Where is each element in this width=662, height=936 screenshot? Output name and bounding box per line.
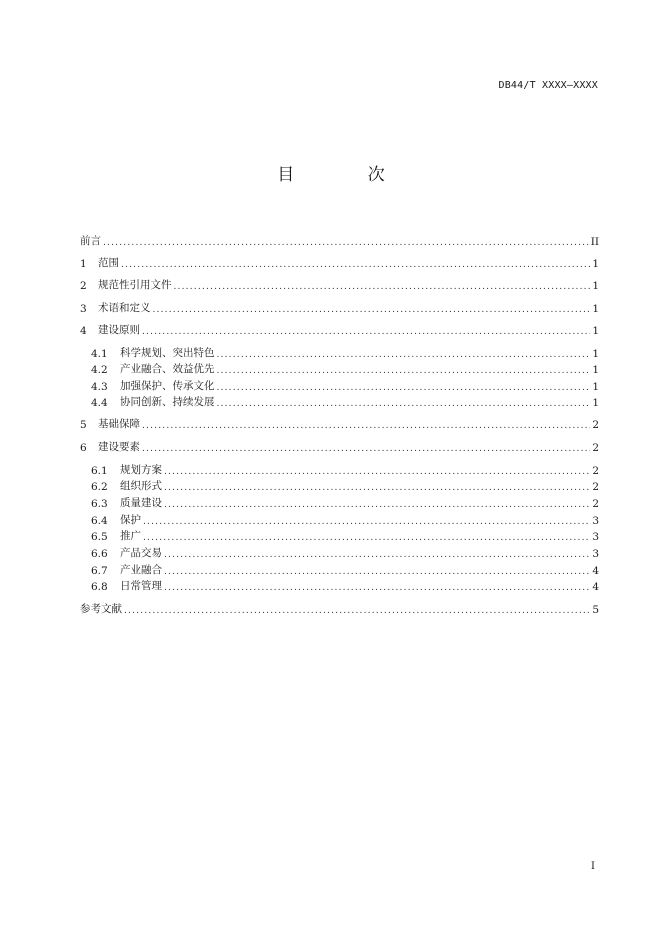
toc-label: 产业融合、效益优先 bbox=[120, 363, 215, 375]
toc-entry-references[interactable] bbox=[80, 600, 599, 616]
toc-leader-dots bbox=[217, 383, 591, 393]
toc-page: 1 bbox=[592, 397, 599, 409]
toc-page: 4 bbox=[592, 581, 599, 593]
toc-entry-foreword[interactable] bbox=[80, 232, 599, 248]
toc-page: 3 bbox=[592, 515, 599, 527]
toc-entry-6-3[interactable] bbox=[91, 494, 599, 510]
toc-leader-dots bbox=[164, 500, 590, 510]
toc-label: 建设原则 bbox=[98, 324, 140, 336]
toc-page: 1 bbox=[592, 348, 599, 360]
toc-entry-4-1[interactable] bbox=[91, 344, 599, 360]
toc-label: 产业融合 bbox=[120, 564, 162, 576]
toc-page: 1 bbox=[592, 381, 599, 393]
toc-label: 范围 bbox=[98, 257, 119, 269]
toc-label: 日常管理 bbox=[120, 580, 162, 592]
toc-number: 5 bbox=[80, 419, 87, 431]
toc-label: 建设要素 bbox=[98, 441, 140, 453]
toc-number: 6 bbox=[80, 442, 87, 454]
toc-entry-6-2[interactable] bbox=[91, 477, 599, 493]
toc-page: 1 bbox=[592, 280, 599, 292]
toc-leader-dots bbox=[217, 366, 591, 376]
toc-leader-dots bbox=[143, 517, 590, 527]
toc-label: 前言 bbox=[80, 235, 101, 247]
toc-label: 规范性引用文件 bbox=[98, 279, 172, 291]
toc-label: 规划方案 bbox=[120, 464, 162, 476]
toc-number: 6.1 bbox=[91, 465, 108, 477]
toc-leader-dots bbox=[124, 606, 590, 616]
toc-label: 推广 bbox=[120, 530, 141, 542]
toc-label: 组织形式 bbox=[120, 480, 162, 492]
toc-number: 2 bbox=[80, 280, 87, 292]
toc-entry-4[interactable] bbox=[80, 321, 599, 337]
toc-label: 协同创新、持续发展 bbox=[120, 396, 215, 408]
toc-number: 4.2 bbox=[91, 364, 108, 376]
toc-entry-6-7[interactable] bbox=[91, 561, 599, 577]
toc-number: 6.8 bbox=[91, 581, 108, 593]
toc-leader-dots bbox=[217, 399, 591, 409]
toc-leader-dots bbox=[153, 305, 591, 315]
toc-page: 1 bbox=[592, 325, 599, 337]
toc-page: 2 bbox=[592, 481, 599, 493]
toc-leader-dots bbox=[174, 282, 591, 292]
toc-leader-dots bbox=[164, 567, 590, 577]
toc-label: 参考文献 bbox=[80, 603, 122, 615]
toc-label: 基础保障 bbox=[98, 418, 140, 430]
toc-entry-3[interactable] bbox=[80, 299, 599, 315]
page-number: I bbox=[591, 861, 595, 872]
toc-page: 3 bbox=[592, 531, 599, 543]
toc-entry-6-4[interactable] bbox=[91, 511, 599, 527]
toc-number: 4.4 bbox=[91, 397, 108, 409]
toc-label: 质量建设 bbox=[120, 497, 162, 509]
toc-page: 5 bbox=[592, 604, 599, 616]
toc-leader-dots bbox=[121, 260, 590, 270]
toc-label: 加强保护、传承文化 bbox=[120, 380, 215, 392]
toc-label: 科学规划、突出特色 bbox=[120, 347, 215, 359]
toc-leader-dots bbox=[164, 483, 590, 493]
toc-entry-6[interactable] bbox=[80, 438, 599, 454]
toc-number: 6.6 bbox=[91, 548, 108, 560]
toc-entry-4-3[interactable] bbox=[91, 377, 599, 393]
toc-entry-6-5[interactable] bbox=[91, 527, 599, 543]
toc-leader-dots bbox=[143, 533, 590, 543]
toc-leader-dots bbox=[142, 327, 590, 337]
toc-number: 3 bbox=[80, 303, 87, 315]
toc-number: 4 bbox=[80, 325, 87, 337]
toc-page: 2 bbox=[592, 465, 599, 477]
toc-page: 2 bbox=[592, 419, 599, 431]
toc-number: 4.1 bbox=[91, 348, 108, 360]
toc-entry-6-8[interactable] bbox=[91, 577, 599, 593]
toc-number: 6.5 bbox=[91, 531, 108, 543]
toc-number: 1 bbox=[80, 258, 87, 270]
toc-entry-5[interactable] bbox=[80, 415, 599, 431]
toc-number: 4.3 bbox=[91, 381, 108, 393]
toc-number: 6.3 bbox=[91, 498, 108, 510]
toc-entry-1[interactable] bbox=[80, 254, 599, 270]
toc-leader-dots bbox=[142, 421, 590, 431]
toc-leader-dots bbox=[103, 238, 589, 248]
toc-entry-4-2[interactable] bbox=[91, 360, 599, 376]
toc-entry-2[interactable] bbox=[80, 276, 599, 292]
page-title: 目 次 bbox=[277, 165, 419, 185]
toc-label: 保护 bbox=[120, 514, 141, 526]
toc-page: 2 bbox=[592, 442, 599, 454]
toc-number: 6.2 bbox=[91, 481, 108, 493]
toc-leader-dots bbox=[217, 350, 591, 360]
toc-leader-dots bbox=[164, 583, 590, 593]
toc-label: 术语和定义 bbox=[98, 302, 151, 314]
toc-number: 6.4 bbox=[91, 515, 108, 527]
toc-leader-dots bbox=[142, 444, 590, 454]
toc-entry-6-1[interactable] bbox=[91, 461, 599, 477]
toc-label: 产品交易 bbox=[120, 547, 162, 559]
toc-page: 3 bbox=[592, 548, 599, 560]
standard-code: DB44/T XXXX—XXXX bbox=[498, 80, 598, 91]
toc-entry-4-4[interactable] bbox=[91, 393, 599, 409]
toc-page: 2 bbox=[592, 498, 599, 510]
toc-page: 1 bbox=[592, 258, 599, 270]
toc-leader-dots bbox=[164, 550, 590, 560]
toc-leader-dots bbox=[164, 467, 590, 477]
toc-page: 1 bbox=[592, 364, 599, 376]
toc-page: II bbox=[590, 236, 599, 248]
toc-page: 4 bbox=[592, 565, 599, 577]
toc-number: 6.7 bbox=[91, 565, 108, 577]
toc-page: 1 bbox=[592, 303, 599, 315]
toc-entry-6-6[interactable] bbox=[91, 544, 599, 560]
